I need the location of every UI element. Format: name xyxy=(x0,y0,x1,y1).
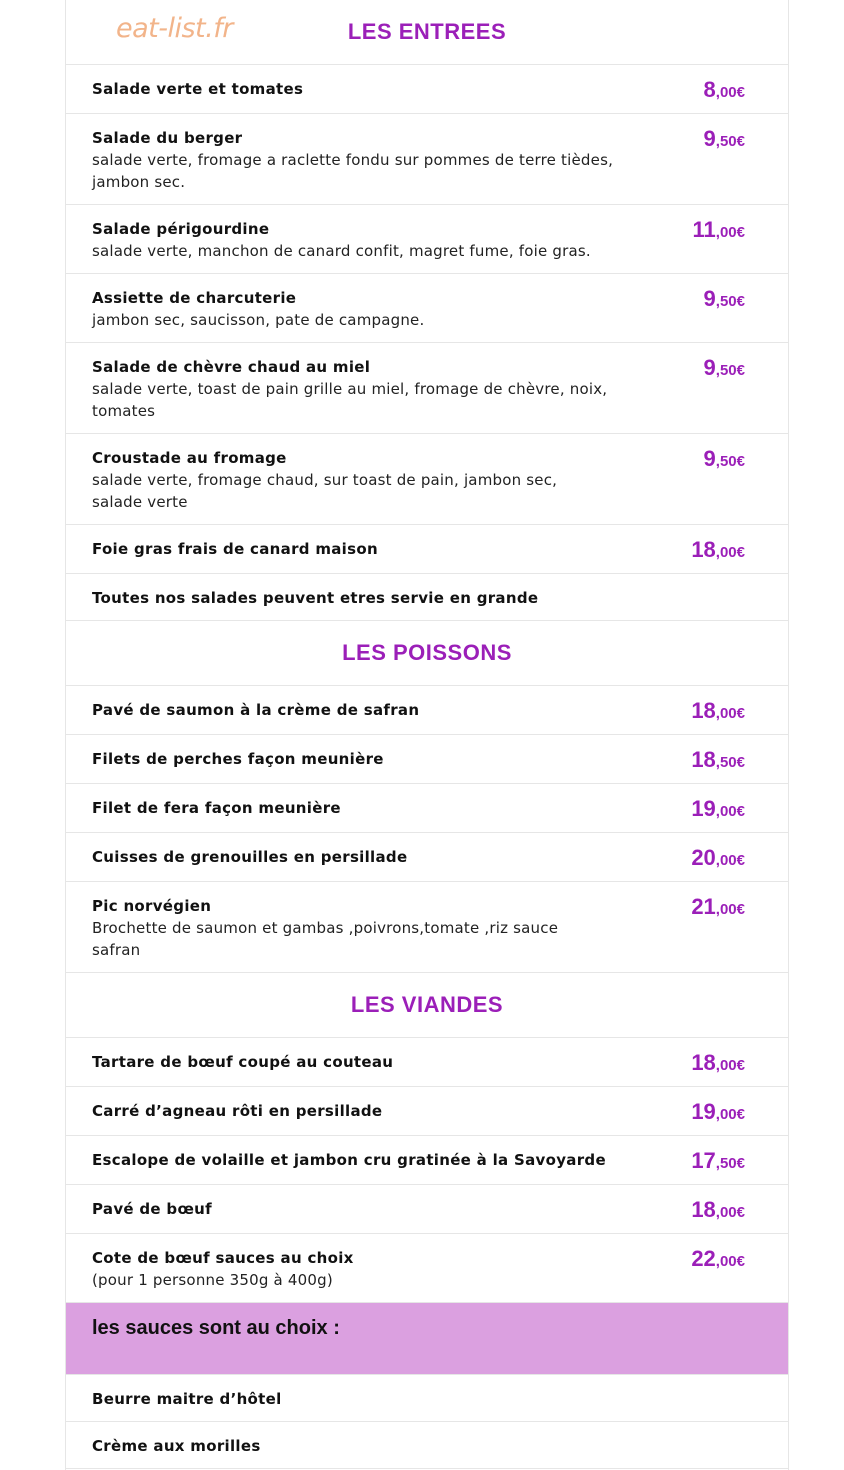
viandes-header xyxy=(66,973,788,1038)
price-dec: ,50€ xyxy=(715,1155,745,1172)
item-price xyxy=(704,286,745,312)
item-price xyxy=(691,747,745,773)
price-int: 18 xyxy=(691,1197,716,1222)
sauce-item xyxy=(66,1375,788,1422)
price-dec: ,00€ xyxy=(715,1057,745,1074)
item-name: Filets de perches façon meunière xyxy=(92,750,384,768)
item-name: Carré d’agneau rôti en persillade xyxy=(92,1102,383,1120)
menu-item xyxy=(66,65,788,114)
item-price xyxy=(691,1050,745,1076)
item-price xyxy=(691,537,745,563)
watermark-logo: eat-list.fr xyxy=(116,13,233,44)
price-int: 9 xyxy=(703,446,716,471)
price-int: 18 xyxy=(691,1050,716,1075)
item-description: salade verte, fromage chaud, sur toast de pain, jambon sec, salade verte xyxy=(92,471,558,511)
item-price xyxy=(691,894,745,920)
price-dec: ,00€ xyxy=(715,224,745,241)
menu-item xyxy=(66,833,788,882)
menu-item xyxy=(66,735,788,784)
item-price xyxy=(691,1197,745,1223)
item-name: Cote de bœuf sauces au choix xyxy=(92,1249,354,1267)
price-int: 9 xyxy=(703,286,716,311)
poissons-header xyxy=(66,621,788,686)
sauce-name: Beurre maitre d’hôtel xyxy=(92,1390,282,1408)
price-int: 19 xyxy=(691,796,716,821)
price-dec: ,50€ xyxy=(715,362,745,379)
menu-item xyxy=(66,1087,788,1136)
price-dec: ,00€ xyxy=(715,705,745,722)
price-dec: ,50€ xyxy=(715,133,745,150)
price-dec: ,00€ xyxy=(715,1253,745,1270)
item-description: salade verte, toast de pain grille au miel, fromage de chèvre, noix, tomates xyxy=(92,380,608,420)
item-name: Cuisses de grenouilles en persillade xyxy=(92,848,408,866)
section-title-entrees: LES ENTREES xyxy=(347,19,507,44)
price-dec: ,00€ xyxy=(715,852,745,869)
menu-item xyxy=(66,784,788,833)
price-int: 17 xyxy=(691,1148,716,1173)
menu-item xyxy=(66,1136,788,1185)
price-int: 18 xyxy=(691,537,716,562)
note-text: Toutes nos salades peuvent etres servie en grande xyxy=(92,589,539,607)
entrees-header xyxy=(66,0,788,65)
price-dec: ,50€ xyxy=(715,453,745,470)
menu-item xyxy=(66,882,788,973)
menu-item xyxy=(66,1038,788,1087)
price-dec: ,00€ xyxy=(715,1204,745,1221)
sauce-name: Crème aux morilles xyxy=(92,1437,261,1455)
price-dec: ,00€ xyxy=(715,901,745,918)
item-name: Salade de chèvre chaud au miel xyxy=(92,358,371,376)
price-int: 9 xyxy=(703,126,716,151)
item-name: Pic norvégien xyxy=(92,897,212,915)
menu-note xyxy=(66,574,788,621)
item-price xyxy=(691,698,745,724)
price-dec: ,50€ xyxy=(715,293,745,310)
item-name: Croustade au fromage xyxy=(92,449,287,467)
item-price xyxy=(704,355,745,381)
item-price xyxy=(691,1099,745,1125)
menu-item xyxy=(66,1185,788,1234)
price-int: 18 xyxy=(691,698,716,723)
item-price xyxy=(693,217,745,243)
item-price xyxy=(691,845,745,871)
item-price xyxy=(704,77,745,103)
price-int: 19 xyxy=(691,1099,716,1124)
section-title-poissons: LES POISSONS xyxy=(342,640,512,665)
price-int: 20 xyxy=(691,845,716,870)
sauces-banner xyxy=(66,1303,788,1375)
price-int: 21 xyxy=(691,894,716,919)
item-name: Filet de fera façon meunière xyxy=(92,799,341,817)
item-price xyxy=(704,126,745,152)
price-int: 11 xyxy=(692,217,716,242)
item-price xyxy=(691,796,745,822)
sauces-title: les sauces sont au choix : xyxy=(92,1317,340,1339)
menu-item xyxy=(66,205,788,274)
sauce-item xyxy=(66,1422,788,1469)
item-price xyxy=(691,1148,745,1174)
item-name: Tartare de bœuf coupé au couteau xyxy=(92,1053,394,1071)
item-name: Assiette de charcuterie xyxy=(92,289,297,307)
price-dec: ,00€ xyxy=(715,544,745,561)
item-name: Salade verte et tomates xyxy=(92,80,304,98)
price-dec: ,00€ xyxy=(715,803,745,820)
menu-item xyxy=(66,343,788,434)
item-price xyxy=(691,1246,745,1272)
item-name: Escalope de volaille et jambon cru gratinée à la Savoyarde xyxy=(92,1151,606,1169)
menu-item xyxy=(66,274,788,343)
price-dec: ,00€ xyxy=(715,1106,745,1123)
item-price xyxy=(704,446,745,472)
item-description: (pour 1 personne 350g à 400g) xyxy=(92,1271,333,1289)
item-description: salade verte, fromage a raclette fondu sur pommes de terre tièdes, jambon sec. xyxy=(92,151,614,191)
price-int: 18 xyxy=(691,747,716,772)
price-dec: ,50€ xyxy=(715,754,745,771)
item-name: Foie gras frais de canard maison xyxy=(92,540,378,558)
price-int: 8 xyxy=(703,77,716,102)
price-int: 9 xyxy=(703,355,716,380)
item-name: Salade du berger xyxy=(92,129,243,147)
menu-item xyxy=(66,434,788,525)
menu-item xyxy=(66,114,788,205)
item-name: Salade périgourdine xyxy=(92,220,270,238)
item-description: Brochette de saumon et gambas ,poivrons,tomate ,riz sauce safran xyxy=(92,919,559,959)
price-dec: ,00€ xyxy=(715,84,745,101)
menu-item xyxy=(66,1234,788,1303)
menu-card xyxy=(65,0,789,1470)
section-title-viandes: LES VIANDES xyxy=(350,992,504,1017)
item-description: salade verte, manchon de canard confit, magret fume, foie gras. xyxy=(92,242,591,260)
price-int: 22 xyxy=(691,1246,716,1271)
item-description: jambon sec, saucisson, pate de campagne. xyxy=(92,311,425,329)
menu-item xyxy=(66,686,788,735)
item-name: Pavé de bœuf xyxy=(92,1200,212,1218)
menu-item xyxy=(66,525,788,574)
item-name: Pavé de saumon à la crème de safran xyxy=(92,701,420,719)
